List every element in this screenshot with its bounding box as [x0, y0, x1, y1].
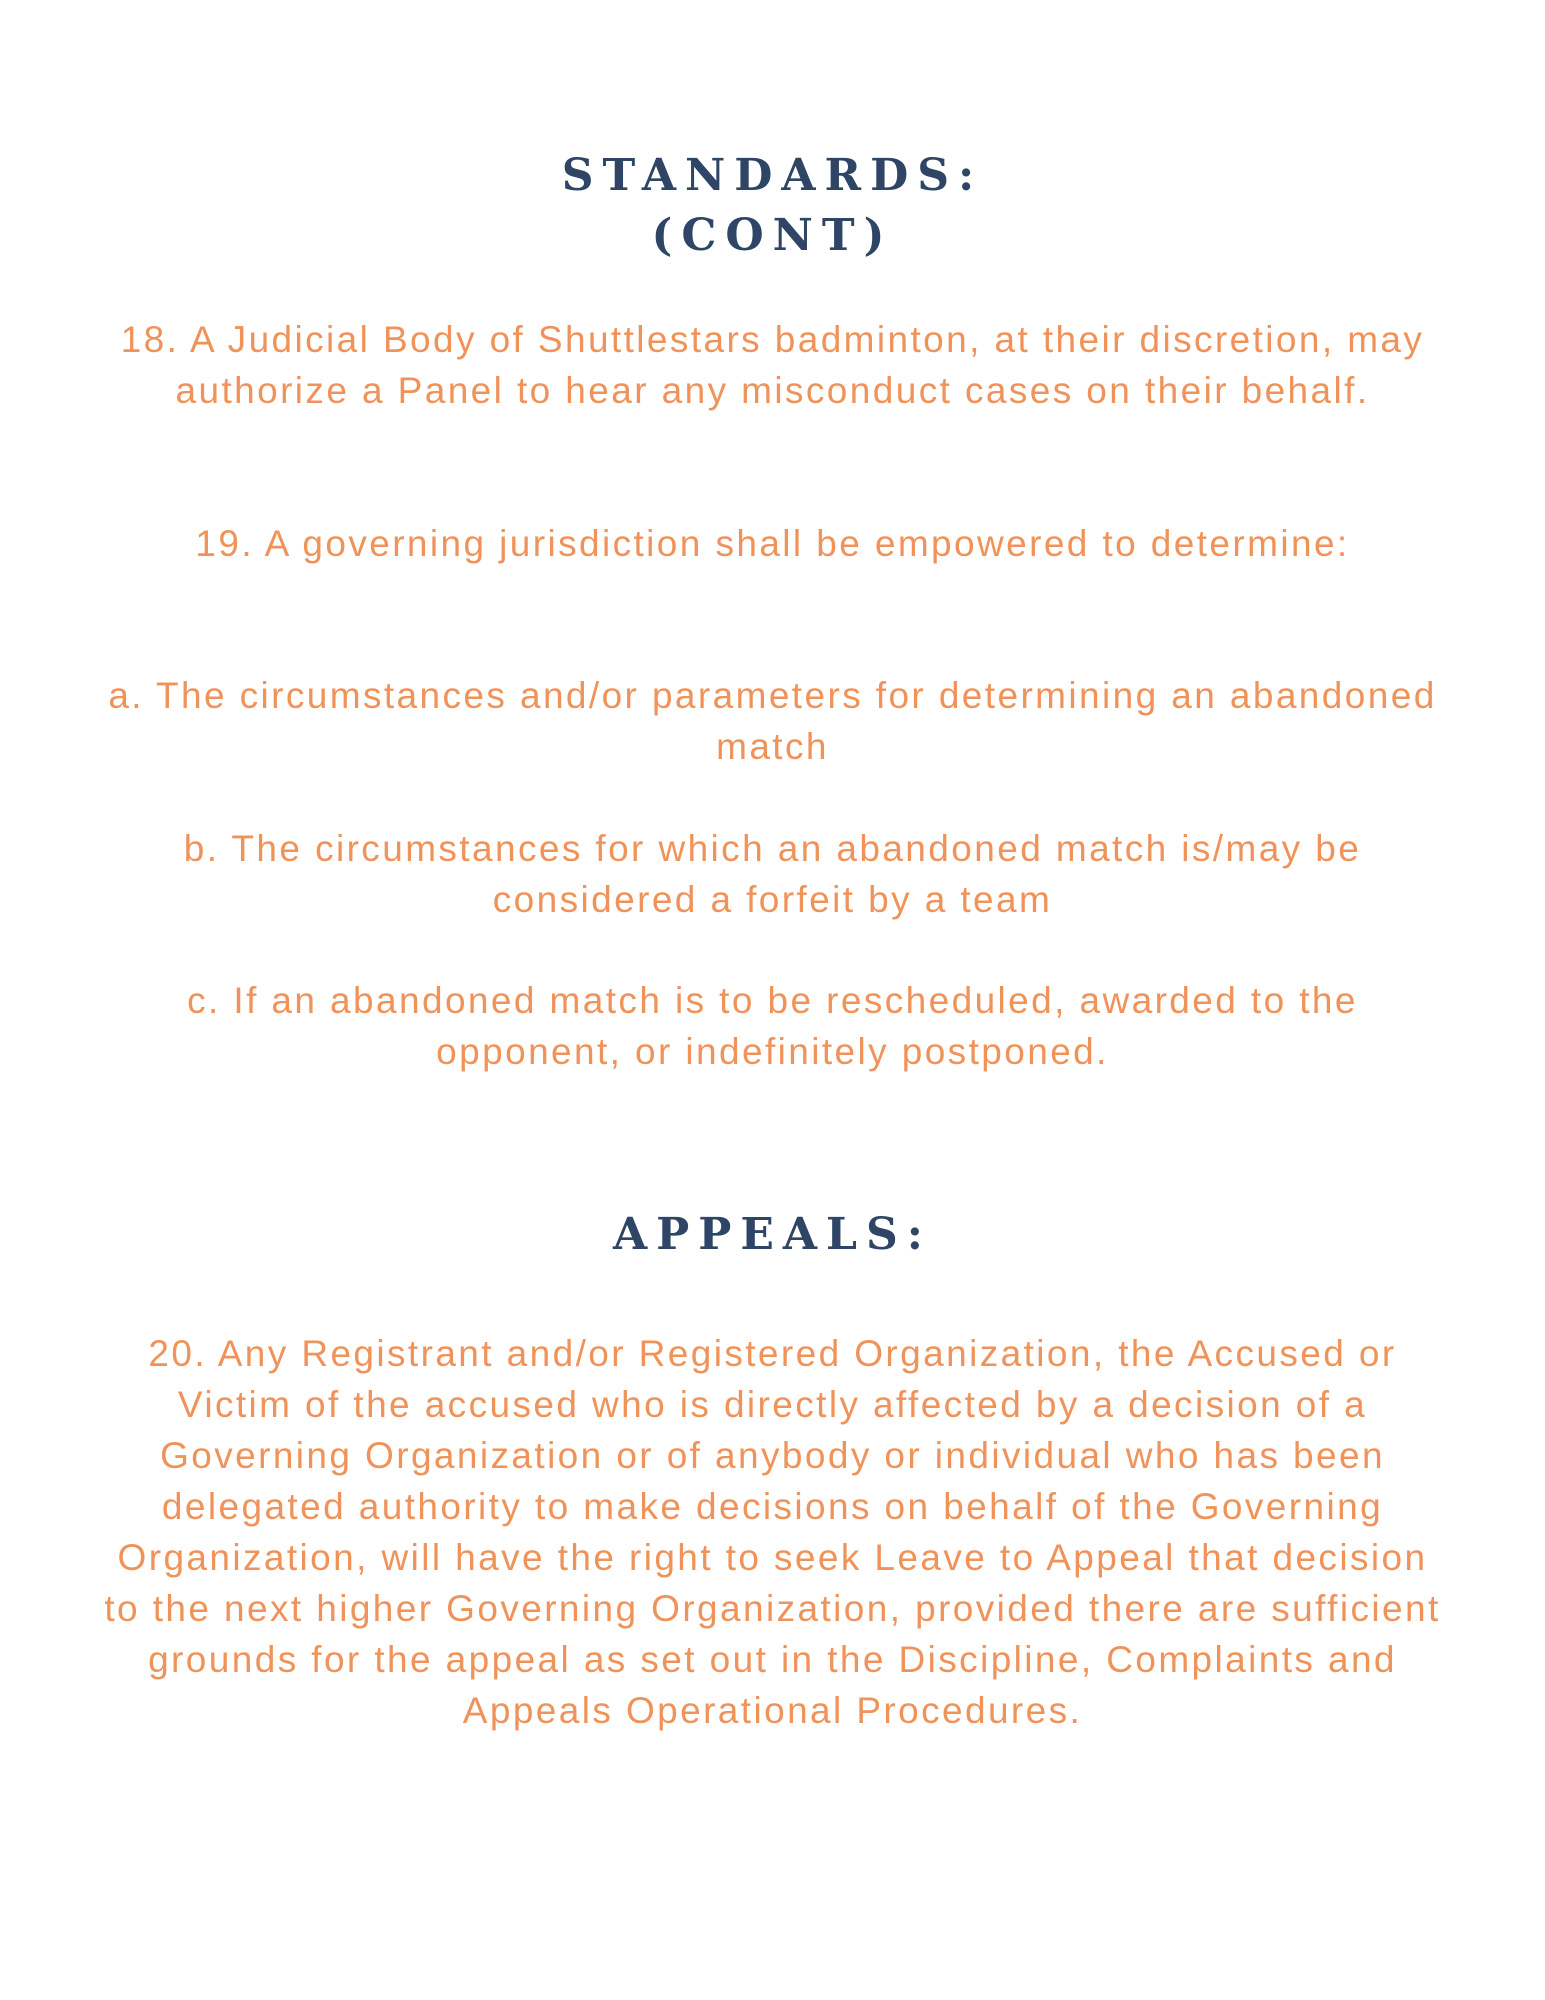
appeals-heading — [0, 1205, 1545, 1265]
standards-heading — [0, 146, 1545, 266]
standards-subtitle: (CONT) — [651, 210, 894, 261]
standards-item-19a: a. The circumstances and/or parameters for determining an abandoned match — [108, 675, 1437, 767]
standards-item-18: 18. A Judicial Body of Shuttlestars badminton, at their discretion, may authorize a Panel to hear any misconduct cases on their behalf. — [120, 319, 1425, 411]
standards-item-19b: b. The circumstances for which an abandoned match is/may be considered a forfeit by a team — [183, 828, 1362, 920]
standards-title: STANDARDS: — [561, 150, 984, 201]
standards-item-19c: c. If an abandoned match is to be rescheduled, awarded to the opponent, or indefinitely postponed. — [187, 980, 1358, 1072]
appeals-item-20: 20. Any Registrant and/or Registered Organization, the Accused or Victim of the accused who is directly affected by a decision of a Governing Organization or of anybody or individual who has been delegated authority to make decisions on behalf of the Governing Organization, will have the right to seek Leave to Appeal that decision to the next higher Governing Organization, provided there are sufficient grounds for the appeal as set out in the Discipline, Complaints and Appeals Operational Procedures. — [104, 1333, 1441, 1731]
appeals-title: APPEALS: — [613, 1209, 932, 1260]
standards-item-19: 19. A governing jurisdiction shall be empowered to determine: — [195, 523, 1350, 564]
